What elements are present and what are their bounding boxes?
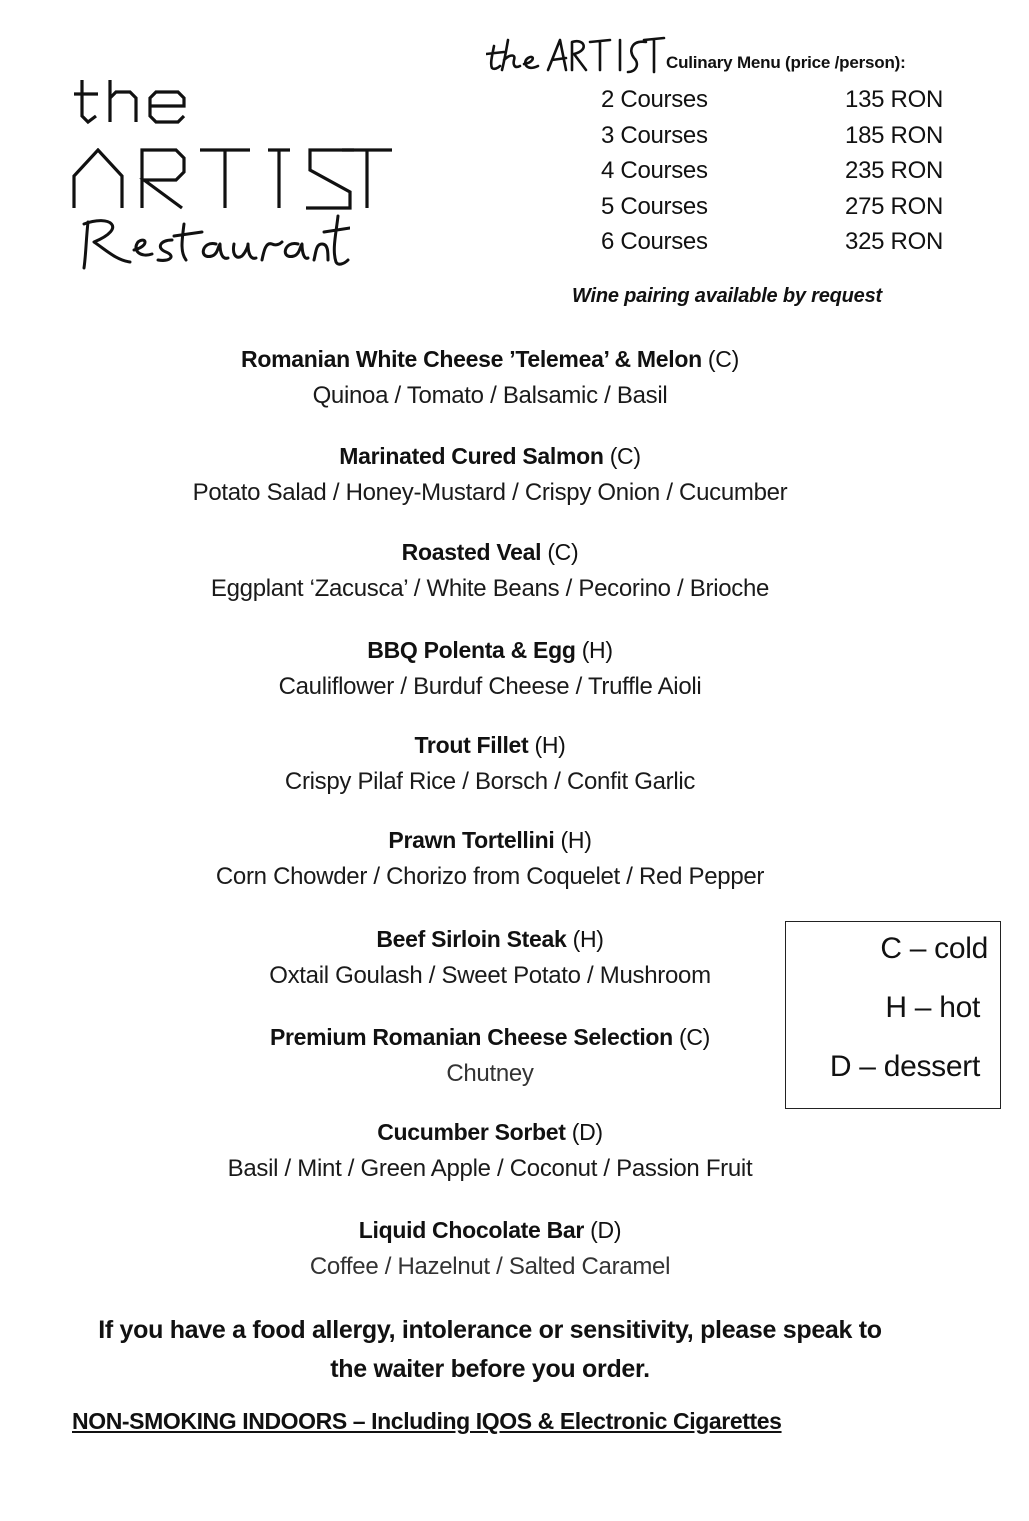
dish-description: Chutney [446, 1060, 534, 1087]
logo-artist-glyphs [72, 148, 394, 210]
dish-name: Marinated Cured Salmon [339, 443, 604, 469]
course-row [601, 86, 943, 114]
dish-item [0, 442, 980, 507]
dish-title [0, 636, 980, 664]
dish-description: Oxtail Goulash / Sweet Potato / Mushroom [269, 962, 711, 989]
dish-title [0, 538, 980, 566]
dish-title [0, 1118, 980, 1146]
logo-artist [72, 148, 394, 215]
course-row [601, 228, 943, 256]
dish-name: Premium Romanian Cheese Selection [269, 1024, 673, 1050]
course-label: 2 Courses [601, 86, 708, 113]
dish-item [0, 636, 980, 701]
course-row [601, 193, 943, 221]
allergy-notice [0, 1311, 980, 1389]
dish-title [0, 826, 980, 854]
non-smoking-notice: NON-SMOKING INDOORS – Including IQOS & Electronic Cigarettes [72, 1408, 782, 1434]
course-label: 5 Courses [601, 193, 708, 220]
dish-item [0, 1216, 980, 1281]
dish-description: Cauliflower / Burduf Cheese / Truffle Aioli [278, 673, 702, 700]
course-row [601, 157, 943, 185]
course-price: 185 RON [845, 122, 943, 149]
dish-description: Basil / Mint / Green Apple / Coconut / Passion Fruit [227, 1155, 753, 1182]
course-price: 275 RON [845, 193, 943, 220]
dish-item [0, 826, 980, 891]
dish-tag: (C) [679, 1024, 711, 1050]
dish-tag: (H) [572, 926, 604, 952]
header-logo [486, 36, 666, 85]
course-label: 6 Courses [601, 228, 708, 255]
dish-item [0, 538, 980, 603]
course-price: 235 RON [845, 157, 943, 184]
legend-hot: H – hot [885, 991, 980, 1024]
dish-tag: (H) [534, 732, 566, 758]
dish-name: Romanian White Cheese ’Telemea’ & Melon [241, 346, 702, 372]
legend-box [785, 921, 1001, 1109]
dish-tag: (H) [581, 637, 613, 663]
dish-name: Prawn Tortellini [388, 827, 555, 853]
legend-dessert: D – dessert [829, 1050, 980, 1083]
logo-the [74, 76, 194, 133]
dish-title [0, 442, 980, 470]
dish-name: Liquid Chocolate Bar [358, 1217, 585, 1243]
wine-pairing-note: Wine pairing available by request [572, 285, 882, 307]
logo-restaurant-glyphs [80, 212, 350, 272]
course-label: 4 Courses [601, 157, 708, 184]
dish-name: Beef Sirloin Steak [376, 926, 567, 952]
dish-name: Roasted Veal [401, 539, 542, 565]
dish-description: Eggplant ‘Zacusca’ / White Beans / Pecorino / Brioche [210, 575, 770, 602]
allergy-notice-line1: If you have a food allergy, intolerance or sensitivity, please speak to [98, 1316, 882, 1344]
course-label: 3 Courses [601, 122, 708, 149]
dish-tag: (D) [590, 1217, 622, 1243]
dish-description: Quinoa / Tomato / Balsamic / Basil [312, 382, 668, 409]
dish-description: Coffee / Hazelnut / Salted Caramel [309, 1253, 671, 1280]
header-logo-glyphs [486, 36, 666, 80]
dish-name: Trout Fillet [414, 732, 529, 758]
dish-name: Cucumber Sorbet [377, 1119, 566, 1145]
dish-tag: (C) [707, 346, 739, 372]
dish-title [0, 731, 980, 759]
course-price: 325 RON [845, 228, 943, 255]
dish-description: Corn Chowder / Chorizo from Coquelet / Red Pepper [215, 863, 765, 890]
course-price: 135 RON [845, 86, 943, 113]
dish-description: Crispy Pilaf Rice / Borsch / Confit Garlic [284, 768, 696, 795]
dish-description: Potato Salad / Honey-Mustard / Crispy Onion / Cucumber [192, 479, 788, 506]
dish-tag: (C) [609, 443, 641, 469]
menu-title: Culinary Menu (price /person): [666, 53, 906, 72]
dish-title [0, 1216, 980, 1244]
dish-tag: (H) [560, 827, 592, 853]
dish-item [0, 345, 980, 410]
logo-restaurant-script [80, 212, 350, 277]
dish-tag: (C) [547, 539, 579, 565]
allergy-notice-line2: the waiter before you order. [330, 1355, 650, 1383]
dish-tag: (D) [571, 1119, 603, 1145]
logo-the-glyphs [74, 76, 194, 128]
legend-cold: C – cold [880, 932, 988, 965]
course-row [601, 122, 943, 150]
dish-item [0, 731, 980, 796]
dish-title [0, 345, 980, 373]
dish-item [0, 1118, 980, 1183]
dish-name: BBQ Polenta & Egg [367, 637, 576, 663]
